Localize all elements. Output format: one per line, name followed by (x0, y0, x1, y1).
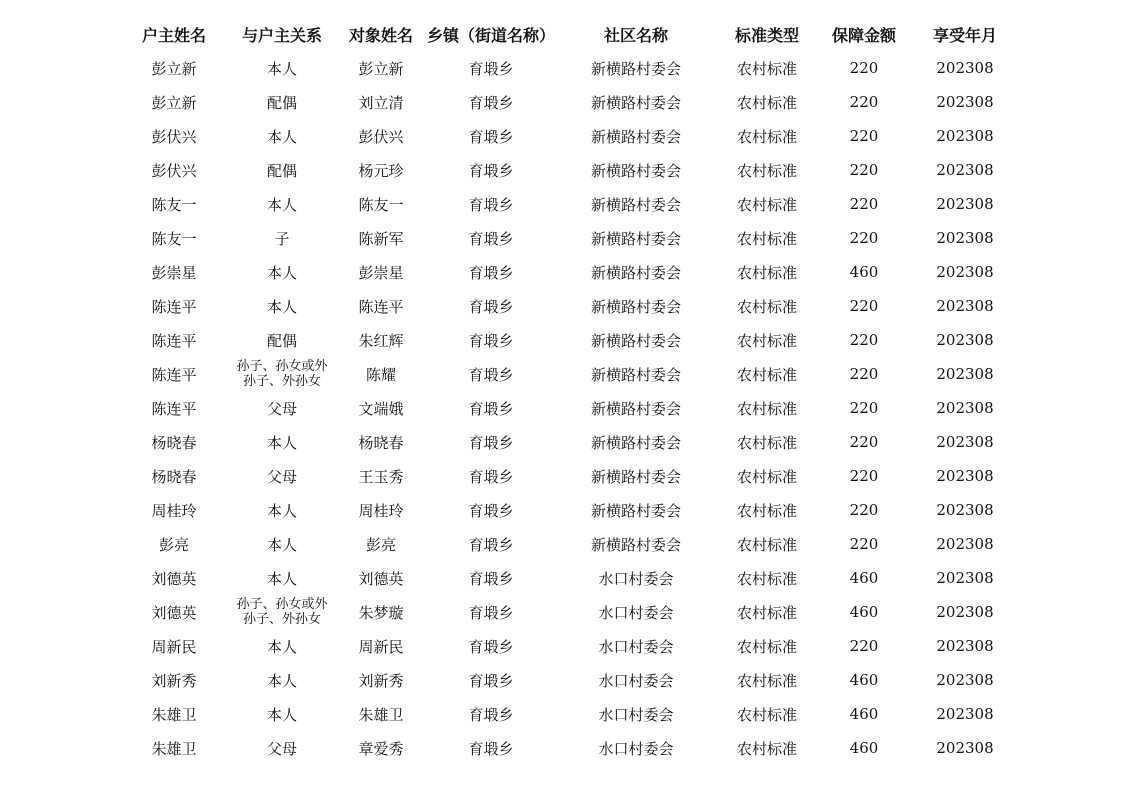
cell-amount: 220 (849, 59, 879, 77)
cell-month: 202308 (936, 535, 994, 553)
cell-township: 育塅乡 (468, 671, 514, 690)
cell-township: 育塅乡 (468, 501, 514, 520)
cell-community: 新横路村委会 (590, 297, 681, 316)
cell-township: 育塅乡 (468, 331, 514, 350)
cell-standard-type: 农村标准 (736, 93, 797, 112)
cell-amount: 220 (849, 93, 879, 111)
cell-standard-type: 农村标准 (736, 705, 797, 724)
cell-standard-type: 农村标准 (736, 739, 797, 758)
cell-recipient-name: 章爱秀 (358, 739, 404, 758)
cell-amount: 220 (849, 195, 879, 213)
cell-township: 育塅乡 (468, 399, 514, 418)
cell-relation (228, 357, 336, 391)
cell-relation: 本人 (266, 637, 297, 656)
cell-standard-type: 农村标准 (736, 263, 797, 282)
cell-standard-type: 农村标准 (736, 365, 797, 384)
header-recipient-name: 对象姓名 (348, 25, 413, 45)
cell-household-head: 周新民 (151, 637, 197, 656)
cell-month: 202308 (936, 59, 994, 77)
table-row (120, 595, 1020, 629)
cell-month: 202308 (936, 365, 994, 383)
cell-community: 新横路村委会 (590, 263, 681, 282)
cell-community: 新横路村委会 (590, 229, 681, 248)
cell-township: 育塅乡 (468, 467, 514, 486)
cell-household-head: 刘德英 (151, 569, 197, 588)
cell-amount: 220 (849, 535, 879, 553)
cell-month: 202308 (936, 671, 994, 689)
table-row (120, 731, 1020, 765)
cell-month: 202308 (936, 433, 994, 451)
cell-household-head: 朱雄卫 (151, 739, 197, 758)
table-row (120, 85, 1020, 119)
cell-recipient-name: 彭崇星 (358, 263, 404, 282)
cell-month: 202308 (936, 569, 994, 587)
cell-township: 育塅乡 (468, 603, 514, 622)
header-amount: 保障金额 (831, 25, 896, 45)
cell-recipient-name: 文端娥 (358, 399, 404, 418)
cell-recipient-name: 朱红辉 (358, 331, 404, 350)
cell-standard-type: 农村标准 (736, 161, 797, 180)
table-row (120, 357, 1020, 391)
cell-amount: 220 (849, 637, 879, 655)
table-row (120, 255, 1020, 289)
cell-relation: 父母 (266, 739, 297, 758)
cell-recipient-name: 刘新秀 (358, 671, 404, 690)
cell-community: 水口村委会 (598, 739, 674, 758)
cell-household-head: 周桂玲 (151, 501, 197, 520)
cell-month: 202308 (936, 297, 994, 315)
cell-household-head: 彭立新 (151, 93, 197, 112)
cell-recipient-name: 杨元珍 (358, 161, 404, 180)
cell-community: 新横路村委会 (590, 195, 681, 214)
table-row (120, 153, 1020, 187)
cell-standard-type: 农村标准 (736, 569, 797, 588)
cell-household-head: 彭亮 (158, 535, 189, 554)
cell-recipient-name: 刘德英 (358, 569, 404, 588)
cell-township: 育塅乡 (468, 263, 514, 282)
cell-amount: 460 (849, 705, 879, 723)
cell-community: 水口村委会 (598, 637, 674, 656)
header-row (120, 17, 1020, 51)
cell-relation: 父母 (266, 467, 297, 486)
cell-text-line: 孙子、孙女或外 (236, 359, 328, 374)
cell-standard-type: 农村标准 (736, 127, 797, 146)
table-row (120, 629, 1020, 663)
cell-household-head: 朱雄卫 (151, 705, 197, 724)
cell-month: 202308 (936, 229, 994, 247)
cell-month: 202308 (936, 195, 994, 213)
cell-relation: 本人 (266, 127, 297, 146)
cell-relation: 本人 (266, 501, 297, 520)
table-row (120, 51, 1020, 85)
table-row (120, 391, 1020, 425)
cell-standard-type: 农村标准 (736, 671, 797, 690)
cell-month: 202308 (936, 399, 994, 417)
cell-month: 202308 (936, 331, 994, 349)
cell-community: 新横路村委会 (590, 399, 681, 418)
cell-household-head: 杨晓春 (151, 433, 197, 452)
cell-relation: 子 (274, 229, 290, 248)
cell-community: 水口村委会 (598, 569, 674, 588)
cell-month: 202308 (936, 161, 994, 179)
cell-community: 新横路村委会 (590, 535, 681, 554)
table-row (120, 697, 1020, 731)
cell-recipient-name: 陈耀 (365, 365, 396, 384)
cell-recipient-name: 陈新军 (358, 229, 404, 248)
cell-household-head: 刘德英 (151, 603, 197, 622)
cell-recipient-name: 朱雄卫 (358, 705, 404, 724)
cell-amount: 460 (849, 671, 879, 689)
cell-text-line: 孙子、外孙女 (242, 374, 321, 389)
cell-month: 202308 (936, 637, 994, 655)
cell-text-line: 孙子、孙女或外 (236, 597, 328, 612)
cell-month: 202308 (936, 93, 994, 111)
cell-household-head: 彭崇星 (151, 263, 197, 282)
cell-community: 水口村委会 (598, 671, 674, 690)
table-row (120, 425, 1020, 459)
cell-recipient-name: 彭立新 (358, 59, 404, 78)
cell-township: 育塅乡 (468, 59, 514, 78)
cell-community: 新横路村委会 (590, 331, 681, 350)
cell-recipient-name: 周桂玲 (358, 501, 404, 520)
cell-household-head: 刘新秀 (151, 671, 197, 690)
header-household-head: 户主姓名 (141, 25, 206, 45)
cell-household-head: 陈连平 (151, 365, 197, 384)
cell-relation: 配偶 (266, 331, 297, 350)
table-row (120, 119, 1020, 153)
cell-relation: 本人 (266, 535, 297, 554)
cell-relation: 本人 (266, 263, 297, 282)
cell-township: 育塅乡 (468, 127, 514, 146)
cell-standard-type: 农村标准 (736, 433, 797, 452)
cell-township: 育塅乡 (468, 739, 514, 758)
cell-township: 育塅乡 (468, 569, 514, 588)
cell-recipient-name: 彭伏兴 (358, 127, 404, 146)
cell-amount: 460 (849, 603, 879, 621)
cell-amount: 220 (849, 467, 879, 485)
cell-month: 202308 (936, 263, 994, 281)
cell-amount: 220 (849, 297, 879, 315)
cell-recipient-name: 朱梦璇 (358, 603, 404, 622)
cell-amount: 220 (849, 229, 879, 247)
table-row (120, 561, 1020, 595)
cell-standard-type: 农村标准 (736, 501, 797, 520)
cell-relation: 本人 (266, 195, 297, 214)
cell-township: 育塅乡 (468, 365, 514, 384)
cell-household-head: 杨晓春 (151, 467, 197, 486)
table-row (120, 221, 1020, 255)
table-row (120, 459, 1020, 493)
cell-month: 202308 (936, 501, 994, 519)
cell-relation: 本人 (266, 569, 297, 588)
cell-amount: 220 (849, 331, 879, 349)
cell-recipient-name: 杨晓春 (358, 433, 404, 452)
cell-recipient-name: 周新民 (358, 637, 404, 656)
cell-recipient-name: 刘立清 (358, 93, 404, 112)
cell-relation: 本人 (266, 705, 297, 724)
cell-community: 新横路村委会 (590, 93, 681, 112)
cell-month: 202308 (936, 603, 994, 621)
cell-township: 育塅乡 (468, 637, 514, 656)
subsidy-table (120, 17, 1020, 765)
cell-community: 新横路村委会 (590, 467, 681, 486)
table-row (120, 289, 1020, 323)
cell-standard-type: 农村标准 (736, 637, 797, 656)
cell-text-line: 孙子、外孙女 (242, 612, 321, 627)
cell-amount: 220 (849, 365, 879, 383)
cell-household-head: 陈友一 (151, 229, 197, 248)
table-row (120, 323, 1020, 357)
header-month: 享受年月 (932, 25, 997, 45)
cell-household-head: 陈连平 (151, 297, 197, 316)
cell-community: 新横路村委会 (590, 501, 681, 520)
cell-month: 202308 (936, 705, 994, 723)
cell-recipient-name: 王玉秀 (358, 467, 404, 486)
cell-standard-type: 农村标准 (736, 195, 797, 214)
cell-household-head: 陈友一 (151, 195, 197, 214)
cell-standard-type: 农村标准 (736, 229, 797, 248)
cell-amount: 460 (849, 263, 879, 281)
cell-relation: 本人 (266, 433, 297, 452)
cell-township: 育塅乡 (468, 297, 514, 316)
cell-relation: 本人 (266, 671, 297, 690)
cell-relation: 配偶 (266, 161, 297, 180)
cell-standard-type: 农村标准 (736, 399, 797, 418)
cell-amount: 460 (849, 569, 879, 587)
cell-community: 新横路村委会 (590, 365, 681, 384)
header-standard-type: 标准类型 (734, 25, 799, 45)
cell-amount: 220 (849, 161, 879, 179)
cell-amount: 460 (849, 739, 879, 757)
cell-relation: 本人 (266, 297, 297, 316)
cell-relation: 本人 (266, 59, 297, 78)
cell-standard-type: 农村标准 (736, 331, 797, 350)
cell-standard-type: 农村标准 (736, 297, 797, 316)
cell-standard-type: 农村标准 (736, 467, 797, 486)
cell-amount: 220 (849, 399, 879, 417)
cell-recipient-name: 陈连平 (358, 297, 404, 316)
cell-township: 育塅乡 (468, 93, 514, 112)
cell-household-head: 彭伏兴 (151, 127, 197, 146)
header-relation: 与户主关系 (241, 25, 322, 45)
cell-standard-type: 农村标准 (736, 59, 797, 78)
cell-community: 新横路村委会 (590, 127, 681, 146)
cell-month: 202308 (936, 739, 994, 757)
cell-recipient-name: 陈友一 (358, 195, 404, 214)
table-row (120, 527, 1020, 561)
cell-township: 育塅乡 (468, 161, 514, 180)
cell-relation: 配偶 (266, 93, 297, 112)
cell-community: 新横路村委会 (590, 433, 681, 452)
cell-amount: 220 (849, 501, 879, 519)
cell-relation (228, 595, 336, 629)
table-row (120, 663, 1020, 697)
cell-community: 水口村委会 (598, 705, 674, 724)
cell-month: 202308 (936, 127, 994, 145)
cell-township: 育塅乡 (468, 195, 514, 214)
cell-amount: 220 (849, 433, 879, 451)
cell-community: 新横路村委会 (590, 59, 681, 78)
cell-community: 新横路村委会 (590, 161, 681, 180)
cell-household-head: 彭伏兴 (151, 161, 197, 180)
cell-household-head: 彭立新 (151, 59, 197, 78)
cell-recipient-name: 彭亮 (365, 535, 396, 554)
cell-relation: 父母 (266, 399, 297, 418)
cell-amount: 220 (849, 127, 879, 145)
cell-standard-type: 农村标准 (736, 535, 797, 554)
cell-township: 育塅乡 (468, 535, 514, 554)
cell-community: 水口村委会 (598, 603, 674, 622)
cell-township: 育塅乡 (468, 705, 514, 724)
cell-household-head: 陈连平 (151, 331, 197, 350)
table-body (120, 51, 1020, 765)
header-township: 乡镇（街道名称） (426, 25, 555, 45)
header-community: 社区名称 (603, 25, 668, 45)
table-row (120, 493, 1020, 527)
table-row (120, 187, 1020, 221)
cell-township: 育塅乡 (468, 433, 514, 452)
cell-standard-type: 农村标准 (736, 603, 797, 622)
cell-household-head: 陈连平 (151, 399, 197, 418)
cell-township: 育塅乡 (468, 229, 514, 248)
cell-month: 202308 (936, 467, 994, 485)
